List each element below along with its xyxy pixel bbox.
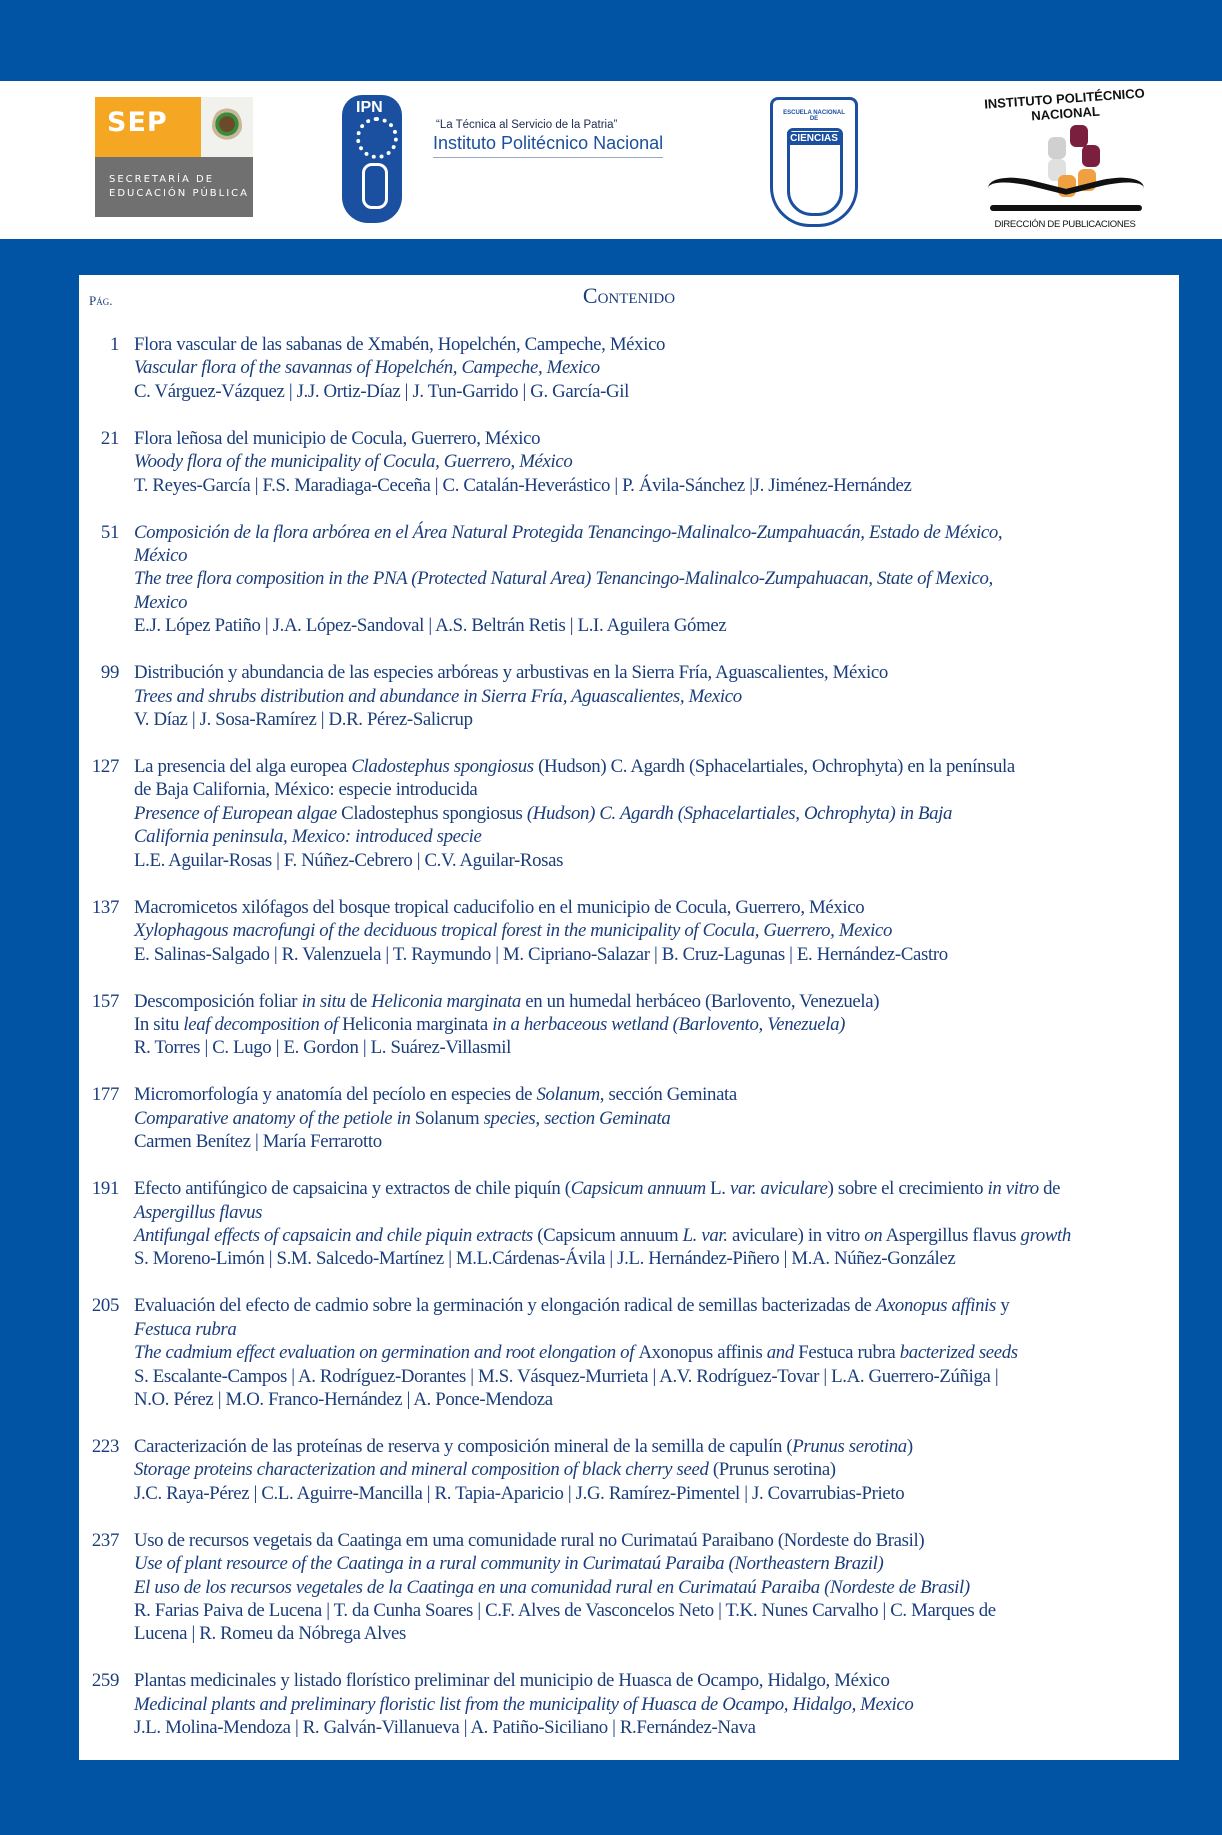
- roman-text: Solanum: [414, 1107, 480, 1129]
- italic-text: in situ: [301, 990, 346, 1012]
- ipn-motto: “La Técnica al Servicio de la Patria”: [436, 119, 618, 131]
- entry-line: [134, 1201, 1179, 1224]
- roman-text: Macromicetos xilófagos del bosque tropical caducifolio en el municipio de Cocula, Guerrero, México: [134, 896, 865, 918]
- entry-page-number: 51: [100, 521, 119, 543]
- entry-line: [134, 1036, 1179, 1059]
- entry-line: [134, 943, 1179, 966]
- roman-text: C. Várguez-Vázquez | J.J. Ortiz-Díaz | J. Tun-Garrido | G. García-Gil: [134, 380, 629, 402]
- roman-text: Aspergillus flavus: [882, 1224, 1021, 1246]
- entry-line: [134, 1435, 1179, 1458]
- roman-text: N.O. Pérez | M.O. Franco-Hernández | A. Ponce-Mendoza: [134, 1388, 553, 1410]
- sep-gray-block: [95, 157, 253, 217]
- italic-text: Use of plant resource of the Caatinga in a rural community in Curimataú Paraiba (Northeastern Brazil): [134, 1553, 884, 1575]
- entry-line: [134, 591, 1179, 614]
- roman-text: Evaluación del efecto de cadmio sobre la germinación y elongación radical de semillas bacterizadas de: [134, 1295, 876, 1317]
- italic-text: México: [134, 545, 188, 567]
- contents-title: Contenido: [582, 283, 676, 308]
- italic-text: Comparative anatomy of the petiole in: [134, 1107, 415, 1129]
- italic-text: on: [864, 1224, 883, 1246]
- italic-text: Xylophagous macrofungi of the deciduous tropical forest in the municipality of Cocula, Guerrero, Mexico: [134, 920, 893, 942]
- toc-entry[interactable]: [79, 1669, 1179, 1739]
- toc-entry[interactable]: [79, 1294, 1179, 1411]
- toc-entry[interactable]: [79, 521, 1179, 638]
- roman-text: E.J. López Patiño | J.A. López-Sandoval | A.S. Beltrán Retis | L.I. Aguilera Gómez: [134, 615, 727, 637]
- italic-text: Axonopus affinis: [875, 1295, 996, 1317]
- entry-line: [134, 990, 1179, 1013]
- publicaciones-subtitle: DIRECCIÓN DE PUBLICACIONES: [994, 219, 1136, 230]
- sep-orange-block: [95, 97, 201, 157]
- italic-text: Woody flora of the municipality of Cocula, Guerrero, México: [134, 451, 573, 473]
- entry-line: [134, 427, 1179, 450]
- entry-line: [134, 1552, 1179, 1575]
- entry-line: [134, 802, 1179, 825]
- entry-line: [134, 1341, 1179, 1364]
- italic-text: Mexico: [134, 591, 188, 613]
- roman-text: In situ: [134, 1013, 184, 1035]
- roman-text: Uso de recursos vegetais da Caatinga em uma comunidade rural no Curimataú Paraibano (Nordeste do Brasil): [134, 1529, 925, 1551]
- entry-line: [134, 1458, 1179, 1481]
- italic-text: in vitro: [987, 1178, 1039, 1200]
- italic-text: and: [762, 1342, 799, 1364]
- roman-text: Axonopus affinis: [638, 1342, 763, 1364]
- hexagon-icon: [1048, 137, 1066, 159]
- entry-line: [134, 1130, 1179, 1153]
- roman-text: Micromorfología y anatomía del pecíolo en especies de: [134, 1084, 537, 1106]
- roman-text: Plantas medicinales y listado florístico preliminar del municipio de Huasca de Ocampo, Hidalgo, México: [134, 1670, 890, 1692]
- toc-entry[interactable]: [79, 333, 1179, 403]
- entry-page-number: 259: [91, 1670, 119, 1692]
- roman-text: V. Díaz | J. Sosa-Ramírez | D.R. Pérez-Salicrup: [134, 709, 473, 731]
- entry-line: [134, 896, 1179, 919]
- roman-text: Cladostephus spongiosus: [341, 802, 523, 824]
- italic-text: leaf decomposition of: [183, 1013, 343, 1035]
- roman-text: R. Farias Paiva de Lucena | T. da Cunha Soares | C.F. Alves de Vasconcelos Neto | T.K. Nunes Carvalho | C. Marques de: [134, 1600, 996, 1621]
- toc-entry[interactable]: [79, 990, 1179, 1060]
- roman-text: J.L. Molina-Mendoza | R. Galván-Villanueva | A. Patiño-Siciliano | R.Fernández-Nava: [134, 1717, 756, 1739]
- entry-page-number: 127: [91, 756, 119, 778]
- roman-text: Flora vascular de las sabanas de Xmabén, Hopelchén, Campeche, México: [134, 334, 666, 355]
- entry-line: [134, 1599, 1179, 1622]
- toc-entry[interactable]: [79, 1435, 1179, 1505]
- italic-text: The tree flora composition in the PNA (Protected Natural Area) Tenancingo-Malinalco-Zumpahuacan, State of Mexico,: [134, 568, 993, 590]
- entry-line: [134, 1576, 1179, 1599]
- toc-entry[interactable]: [79, 755, 1179, 872]
- mexican-coat-of-arms-icon: [201, 97, 253, 157]
- ipn-name: Instituto Politécnico Nacional: [433, 133, 663, 158]
- toc-entry[interactable]: [79, 661, 1179, 731]
- entry-page-number: 137: [91, 896, 119, 918]
- page-column-label: Pág.: [89, 293, 113, 308]
- entry-page-number: 1: [109, 334, 119, 355]
- entry-line: [134, 1669, 1179, 1692]
- logo-header: [0, 81, 1222, 239]
- encb-arc-text: ESCUELA NACIONAL DE: [783, 110, 845, 122]
- roman-text: Lucena | R. Romeu da Nóbrega Alves: [134, 1623, 406, 1645]
- italic-text: Presence of European algae: [134, 802, 342, 824]
- hexagon-icon: [1070, 125, 1088, 147]
- roman-text: La presencia del alga europea: [134, 756, 352, 778]
- roman-text: de Baja California, México: especie introducida: [134, 779, 478, 801]
- italic-text: Antifungal effects of capsaicin and chile piquin extracts: [134, 1224, 533, 1246]
- sep-subtitle-line1: SECRETARÍA DE: [109, 174, 215, 185]
- roman-text: Festuca rubra: [798, 1342, 896, 1364]
- roman-text: aviculare) in vitro: [727, 1224, 865, 1246]
- italic-text: Medicinal plants and preliminary floristic list from the municipality of Huasca de Ocampo, Hidalgo, Mexico: [134, 1693, 914, 1715]
- italic-text: Vascular flora of the savannas of Hopelchén, Campeche, Mexico: [134, 357, 600, 379]
- sep-mark: SEP: [107, 107, 168, 138]
- entry-line: [134, 1294, 1179, 1317]
- toc-entry[interactable]: [79, 1529, 1179, 1646]
- italic-text: (Hudson) C. Agardh (Sphacelartiales, Ochrophyta) in Baja: [522, 802, 953, 824]
- entry-line: [134, 1013, 1179, 1036]
- roman-text: Caracterización de las proteínas de reserva y composición mineral de la semilla de capulín (: [134, 1435, 793, 1457]
- roman-text: Heliconia marginata: [342, 1013, 488, 1035]
- entry-page-number: 223: [91, 1435, 119, 1457]
- entry-line: [134, 380, 1179, 403]
- entry-page-number: 205: [91, 1295, 119, 1317]
- entry-page-number: 21: [100, 427, 119, 449]
- entry-line: [134, 474, 1179, 497]
- entry-line: [134, 1529, 1179, 1552]
- entry-page-number: 237: [91, 1529, 119, 1551]
- roman-text: S. Moreno-Limón | S.M. Salcedo-Martínez | M.L.Cárdenas-Ávila | J.L. Hernández-Piñero | M.A. Núñez-González: [134, 1248, 956, 1270]
- publicaciones-logo: [960, 85, 1170, 233]
- roman-text: y: [995, 1295, 1010, 1317]
- entry-line: [134, 1107, 1179, 1130]
- roman-text: L.: [705, 1178, 730, 1200]
- italic-text: Festuca rubra: [134, 1318, 237, 1340]
- encb-shield-icon: [770, 97, 858, 227]
- roman-text: , sección Geminata: [599, 1084, 737, 1106]
- roman-text: (Hudson) C. Agardh (Sphacelartiales, Ochrophyta) en la península: [533, 756, 1015, 778]
- entries-list: [79, 333, 1179, 1763]
- italic-text: var. aviculare: [729, 1178, 828, 1200]
- entry-line: [134, 1622, 1179, 1645]
- entry-page-number: 157: [91, 990, 119, 1012]
- entry-line: [134, 521, 1179, 544]
- entry-line: [134, 544, 1179, 567]
- italic-text: Composición de la flora arbórea en el Área Natural Protegida Tenancingo-Malinalco-Zumpahuacán, Estado de México,: [134, 521, 1003, 543]
- roman-text: Flora leñosa del municipio de Cocula, Guerrero, México: [134, 427, 541, 449]
- italic-text: El uso de los recursos vegetales de la Caatinga en una comunidad rural en Curimataú Paraiba (Nordeste de Brasil): [134, 1576, 970, 1598]
- roman-text: de: [345, 990, 372, 1012]
- roman-text: ) sobre el crecimiento: [827, 1178, 988, 1200]
- roman-text: en un humedal herbáceo (Barlovento, Venezuela): [520, 990, 880, 1012]
- italic-text: Trees and shrubs distribution and abundance in Sierra Fría, Aguascalientes, Mexico: [134, 685, 742, 707]
- entry-line: [134, 685, 1179, 708]
- toc-entry[interactable]: [79, 427, 1179, 497]
- entry-page-number: 99: [100, 662, 119, 684]
- roman-text: Efecto antifúngico de capsaicina y extractos de chile piquín (: [134, 1178, 571, 1200]
- roman-text: Carmen Benítez | María Ferrarotto: [134, 1131, 382, 1153]
- ipn-emblem-icon: [338, 95, 408, 225]
- ipn-monogram: IPN: [356, 99, 383, 116]
- entry-line: [134, 1177, 1179, 1200]
- entry-page-number: 177: [91, 1084, 119, 1106]
- toc-entry[interactable]: [79, 896, 1179, 966]
- entry-line: [134, 661, 1179, 684]
- entry-line: [134, 1318, 1179, 1341]
- roman-text: S. Escalante-Campos | A. Rodríguez-Dorantes | M.S. Vásquez-Murrieta | A.V. Rodríguez-Tovar | L.A. Guerrero-Zúñiga |: [134, 1365, 999, 1387]
- hexagon-icon: [1082, 145, 1100, 167]
- italic-text: California peninsula, Mexico: introduced specie: [134, 826, 482, 848]
- entry-line: [134, 614, 1179, 637]
- italic-text: Aspergillus flavus: [134, 1201, 263, 1223]
- entry-line: [134, 1365, 1179, 1388]
- italic-text: Storage proteins characterization and mineral composition of black cherry seed: [134, 1459, 709, 1481]
- entry-line: [134, 849, 1179, 872]
- sep-logo: [95, 97, 253, 217]
- toc-entry[interactable]: [79, 1177, 1179, 1271]
- italic-text: in a herbaceous wetland (Barlovento, Venezuela): [487, 1013, 846, 1035]
- italic-text: Cladostephus spongiosus: [351, 756, 534, 778]
- roman-text: T. Reyes-García | F.S. Maradiaga-Ceceña | C. Catalán-Heverástico | P. Ávila-Sánchez |J. Jiménez-Hernández: [134, 474, 912, 496]
- entry-line: [134, 919, 1179, 942]
- open-book-base: [990, 205, 1142, 211]
- entry-line: [134, 1224, 1179, 1247]
- entry-line: [134, 1388, 1179, 1411]
- italic-text: Heliconia marginata: [371, 990, 521, 1012]
- entry-line: [134, 1716, 1179, 1739]
- entry-line: [134, 1083, 1179, 1106]
- entry-line: [134, 1247, 1179, 1270]
- roman-text: Distribución y abundancia de las especies arbóreas y arbustivas en la Sierra Fría, Aguascalientes, México: [134, 662, 888, 684]
- roman-text: (Capsicum annuum: [532, 1224, 683, 1246]
- entry-line: [134, 1482, 1179, 1505]
- encb-band-text: CIENCIAS: [787, 132, 841, 145]
- entry-line: [134, 708, 1179, 731]
- roman-text: ): [906, 1435, 913, 1457]
- sep-subtitle-line2: EDUCACIÓN PÚBLICA: [109, 188, 250, 199]
- publicaciones-arc-text: INSTITUTO POLITÉCNICO NACIONAL: [983, 85, 1146, 124]
- entry-line: [134, 778, 1179, 801]
- italic-text: species, section Geminata: [479, 1107, 671, 1129]
- entry-line: [134, 755, 1179, 778]
- italic-text: Solanum: [536, 1084, 600, 1106]
- italic-text: Prunus serotina: [792, 1435, 907, 1457]
- toc-entry[interactable]: [79, 1083, 1179, 1153]
- entry-line: [134, 356, 1179, 379]
- italic-text: bacterized seeds: [895, 1342, 1018, 1364]
- roman-text: J.C. Raya-Pérez | C.L. Aguirre-Mancilla | R. Tapia-Aparicio | J.G. Ramírez-Pimentel | J. Covarrubias-Prieto: [134, 1482, 905, 1504]
- roman-text: R. Torres | C. Lugo | E. Gordon | L. Suárez-Villasmil: [134, 1037, 511, 1059]
- italic-text: growth: [1020, 1224, 1071, 1246]
- entry-line: [134, 1693, 1179, 1716]
- roman-text: Descomposición foliar: [134, 990, 302, 1012]
- roman-text: E. Salinas-Salgado | R. Valenzuela | T. Raymundo | M. Cipriano-Salazar | B. Cruz-Lagunas | E. Hernández-Castro: [134, 943, 948, 965]
- entry-line: [134, 450, 1179, 473]
- italic-text: L. var.: [682, 1224, 728, 1246]
- entry-line: [134, 825, 1179, 848]
- entry-page-number: 191: [91, 1178, 119, 1200]
- roman-text: (Prunus serotina): [708, 1459, 836, 1481]
- italic-text: The cadmium effect evaluation on germination and root elongation of: [134, 1342, 639, 1364]
- entry-line: [134, 333, 1179, 356]
- entry-line: [134, 567, 1179, 590]
- roman-text: de: [1038, 1178, 1061, 1200]
- italic-text: Capsicum annuum: [570, 1178, 706, 1200]
- table-of-contents: [79, 275, 1179, 1760]
- roman-text: L.E. Aguilar-Rosas | F. Núñez-Cebrero | C.V. Aguilar-Rosas: [134, 849, 564, 871]
